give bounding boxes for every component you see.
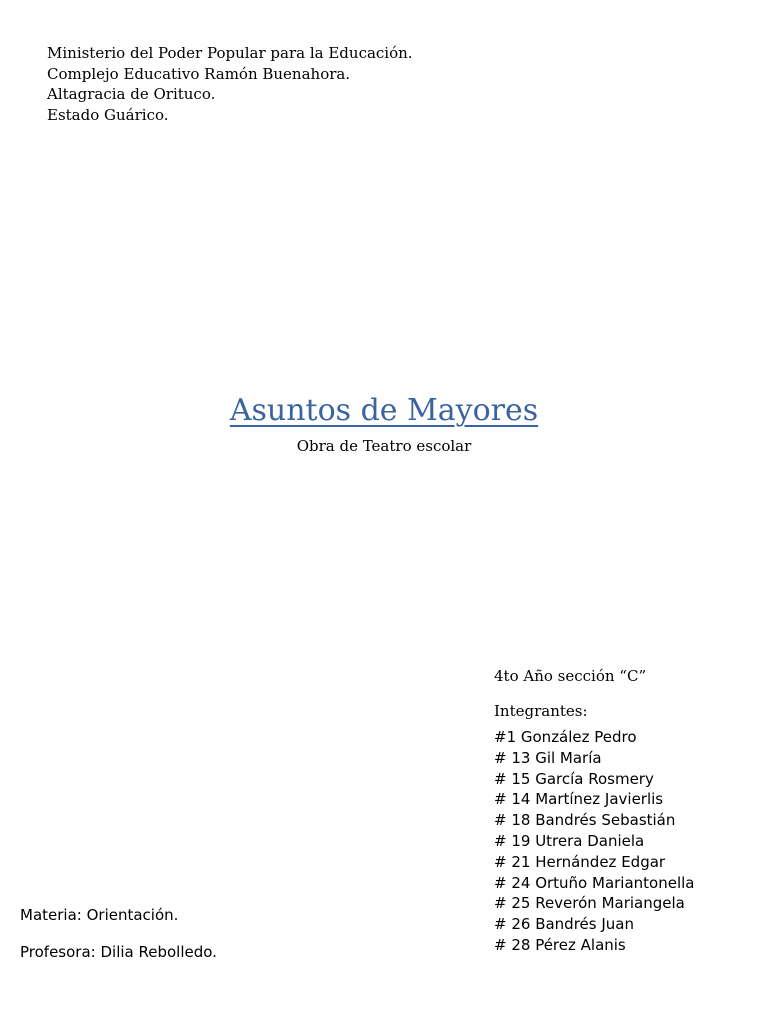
member-item: # 26 Bandrés Juan (494, 915, 634, 934)
city-line: Altagracia de Orituco. (47, 85, 216, 103)
title-section (0, 391, 768, 456)
teacher-line: Profesora: Dilia Rebolledo. (20, 943, 217, 961)
ministry-line: Ministerio del Poder Popular para la Educación. (47, 44, 413, 62)
school-line: Complejo Educativo Ramón Buenahora. (47, 64, 351, 83)
document-subtitle: Obra de Teatro escolar (296, 437, 472, 455)
member-item: # 19 Utrera Daniela (494, 831, 645, 850)
state-line: Estado Guárico. (47, 105, 169, 124)
institution-header (47, 43, 567, 125)
subject-line: Materia: Orientación. (20, 906, 179, 924)
member-item: # 18 Bandrés Sebastián (494, 811, 676, 830)
member-item: #1 González Pedro (494, 728, 637, 746)
members-label: Integrantes: (494, 702, 588, 720)
members-list (494, 727, 754, 956)
members-section (494, 666, 754, 956)
member-item: # 13 Gil María (494, 748, 602, 767)
course-info (20, 905, 320, 962)
member-item: # 21 Hernández Edgar (494, 852, 666, 871)
member-item: # 14 Martínez Javierlis (494, 790, 664, 809)
document-title: Asuntos de Mayores (229, 393, 539, 428)
member-item: # 25 Reverón Mariangela (494, 894, 685, 913)
member-item: # 28 Pérez Alanis (494, 935, 626, 954)
class-section: 4to Año sección “C” (494, 667, 647, 685)
member-item: # 15 García Rosmery (494, 769, 654, 788)
member-item: # 24 Ortuño Mariantonella (494, 873, 695, 892)
